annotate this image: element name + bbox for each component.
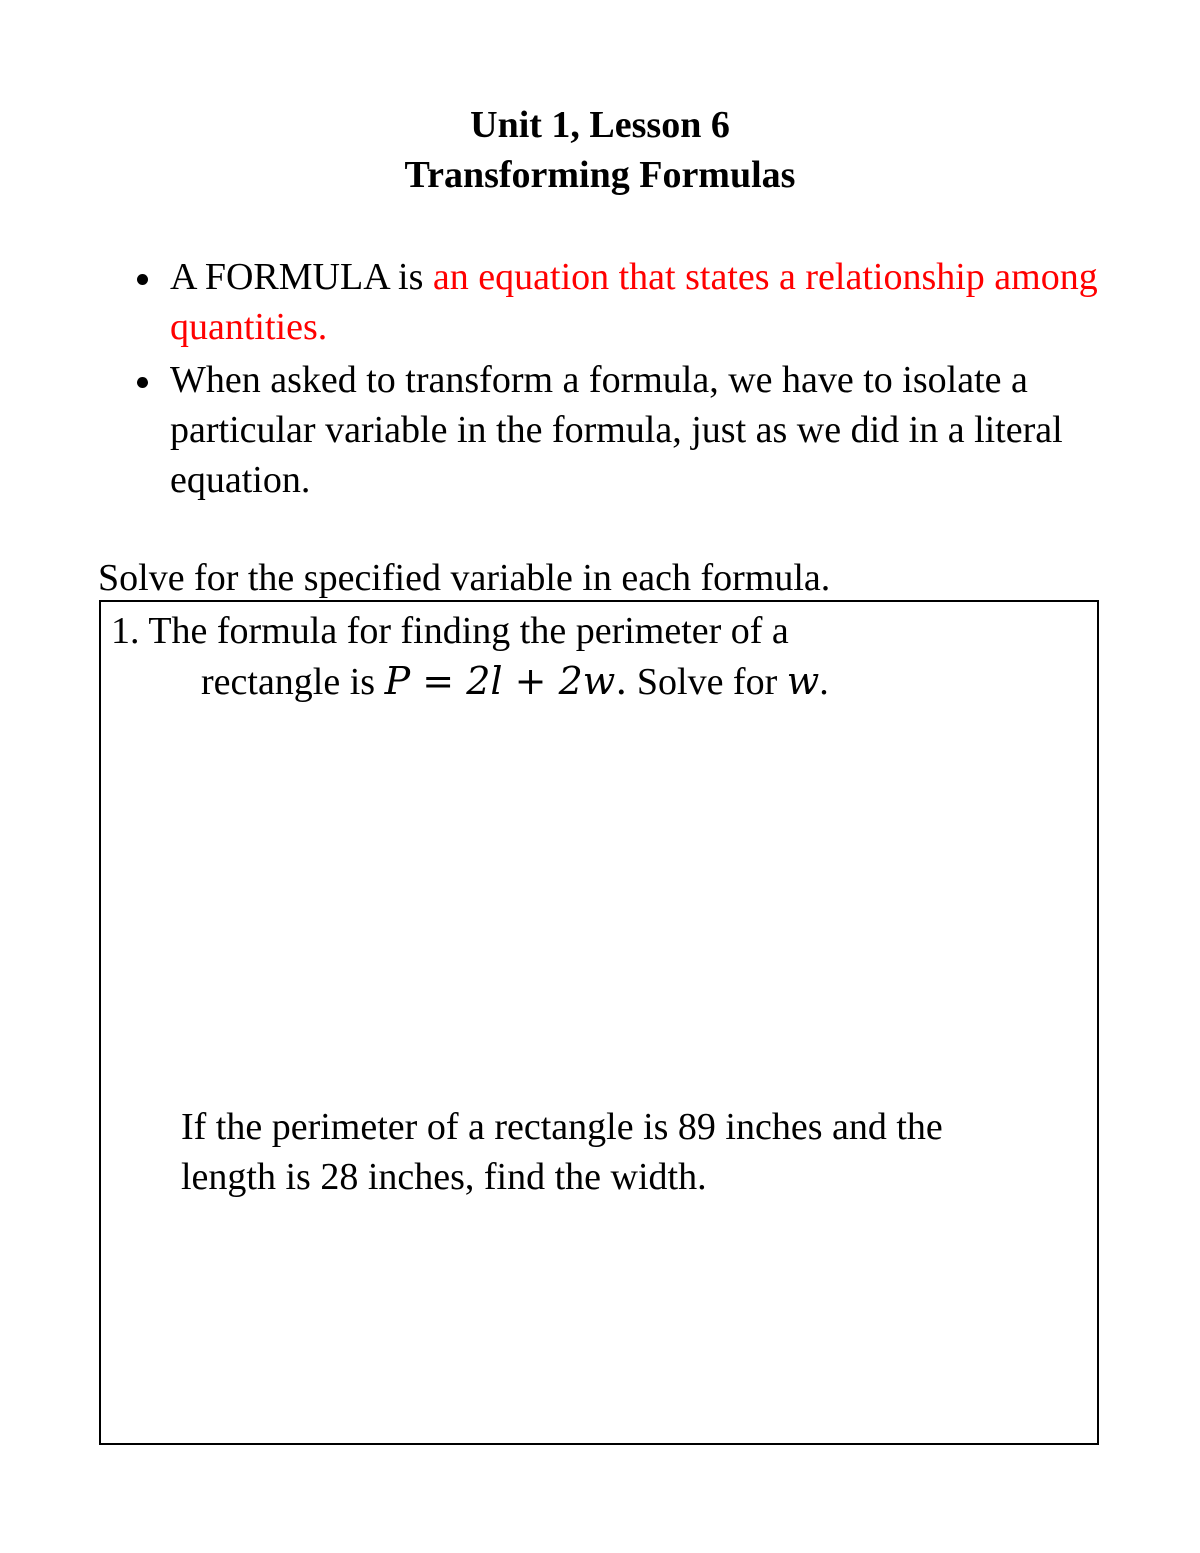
problem-text-prefix: rectangle is xyxy=(201,661,385,703)
problem-statement-line2 xyxy=(201,656,829,707)
formula-definition-highlight: an equation that states a relationship among quantities. xyxy=(170,256,1098,348)
instruction-text: Solve for the specified variable in each formula. xyxy=(98,557,831,599)
equation-equals: = xyxy=(422,659,455,703)
notes-list xyxy=(132,252,1132,508)
problem-statement-line1 xyxy=(111,606,789,656)
page-subtitle: Transforming Formulas xyxy=(404,154,796,196)
solve-period: . xyxy=(819,661,829,703)
problem-box xyxy=(99,600,1099,1445)
equation-plus: + xyxy=(514,659,547,703)
list-item xyxy=(132,252,1132,352)
followup-question xyxy=(181,1102,943,1202)
followup-line1: If the perimeter of a rectangle is 89 inches and the xyxy=(181,1106,943,1148)
equation-var-p: P xyxy=(384,659,411,703)
solve-for-text: Solve for xyxy=(627,661,787,703)
transform-explanation: When asked to transform a formula, we have to isolate a particular variable in the formula, just as we did in a literal equation. xyxy=(170,359,1063,501)
problem-text: The formula for finding the perimeter of a xyxy=(148,610,789,652)
perimeter-equation xyxy=(385,659,628,703)
solve-variable: w xyxy=(786,659,820,703)
followup-line2: length is 28 inches, find the width. xyxy=(181,1156,707,1198)
equation-term-2l: 2l xyxy=(466,659,503,703)
bullet-icon xyxy=(137,274,148,285)
bullet-icon xyxy=(137,377,148,388)
list-item xyxy=(132,355,1132,505)
page-title: Unit 1, Lesson 6 xyxy=(470,104,730,146)
problem-number: 1. xyxy=(111,610,140,652)
equation-term-2w: 2w xyxy=(558,659,616,703)
formula-definition-lead: A FORMULA is xyxy=(170,256,433,298)
equation-period: . xyxy=(615,659,628,703)
